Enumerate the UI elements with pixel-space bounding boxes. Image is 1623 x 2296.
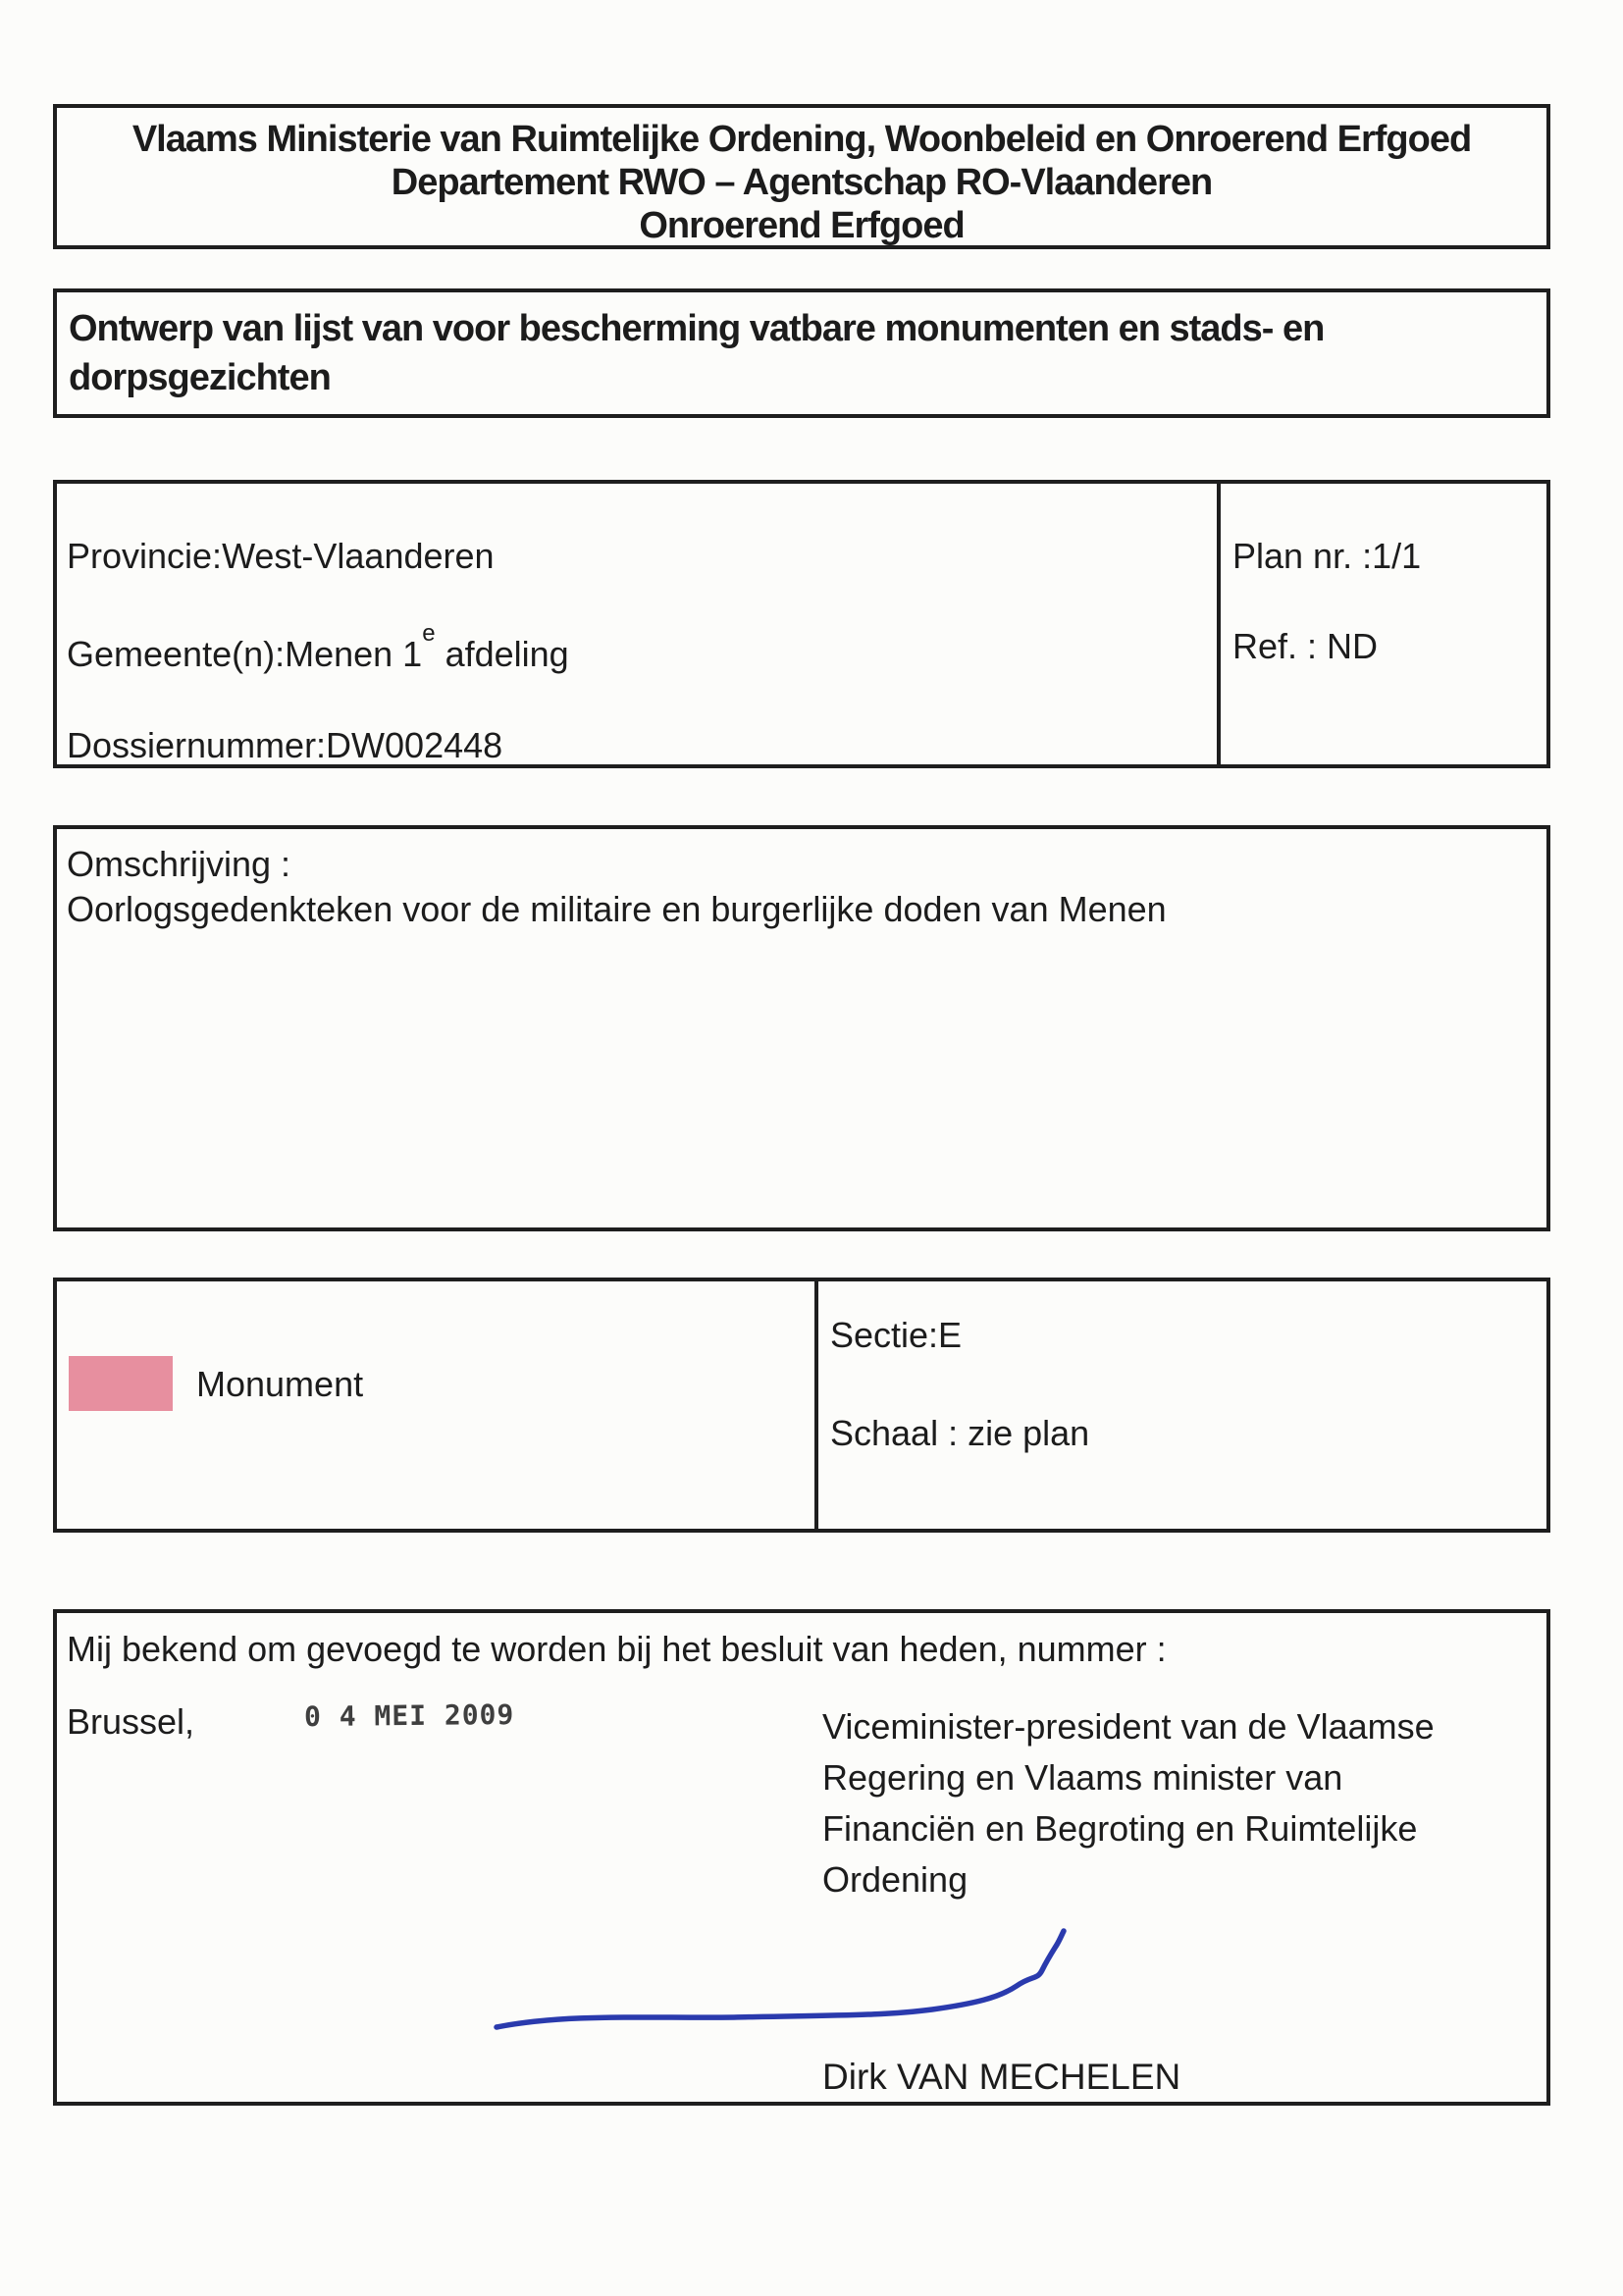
date-stamp: 0 4 MEI 2009 bbox=[303, 1697, 515, 1734]
legend-box bbox=[53, 1278, 1550, 1533]
agency-name: Onroerend Erfgoed bbox=[639, 205, 965, 246]
minister-title-line: Financiën en Begroting en Ruimtelijke bbox=[822, 1808, 1418, 1849]
minister-title-line: Regering en Vlaams minister van bbox=[822, 1757, 1343, 1798]
legend-left-cell bbox=[57, 1281, 814, 1529]
ministry-name: Vlaams Ministerie van Ruimtelijke Ordening, Woonbeleid en Onroerend Erfgoed bbox=[131, 119, 1472, 160]
reference-field: Ref. : ND bbox=[1232, 626, 1379, 666]
section-field: Sectie:E bbox=[830, 1315, 963, 1355]
minister-title-line: Ordening bbox=[822, 1859, 969, 1900]
municipality-field bbox=[67, 620, 1217, 676]
description-label: Omschrijving : bbox=[67, 844, 291, 884]
description-text: Oorlogsgedenkteken voor de militaire en burgerlijke doden van Menen bbox=[67, 889, 1167, 929]
monument-color-swatch bbox=[69, 1356, 173, 1411]
monument-label: Monument bbox=[196, 1364, 364, 1404]
municipality-ordinal-superscript: e bbox=[422, 620, 436, 647]
signer-name: Dirk VAN MECHELEN bbox=[822, 2057, 1181, 2097]
dossier-number-field: Dossiernummer:DW002448 bbox=[67, 725, 503, 765]
file-info-left-cell bbox=[57, 484, 1217, 764]
signature-stroke bbox=[57, 1613, 1546, 2102]
decree-box bbox=[53, 1609, 1550, 2106]
document-title-box bbox=[53, 288, 1550, 418]
document-title-line-1: Ontwerp van lijst van voor bescherming vatbare monumenten en stads- en bbox=[69, 308, 1325, 349]
municipality-text: Gemeente(n):Menen 1 bbox=[67, 634, 423, 674]
province-field: Provincie:West-Vlaanderen bbox=[67, 536, 495, 576]
file-info-box bbox=[53, 480, 1550, 768]
signature-path bbox=[497, 1931, 1064, 2027]
minister-title-line: Viceminister-president van de Vlaamse bbox=[822, 1706, 1435, 1747]
municipality-text-suffix: afdeling bbox=[435, 634, 569, 674]
decree-intro-text: Mij bekend om gevoegd te worden bij het besluit van heden, nummer : bbox=[67, 1629, 1167, 1669]
ministry-header-box bbox=[53, 104, 1550, 249]
place-label: Brussel, bbox=[67, 1701, 195, 1742]
department-name: Departement RWO – Agentschap RO-Vlaanderen bbox=[391, 162, 1213, 203]
scale-field: Schaal : zie plan bbox=[830, 1413, 1090, 1453]
document-title-line-2: dorpsgezichten bbox=[69, 357, 331, 398]
description-box bbox=[53, 825, 1550, 1231]
file-info-right-cell bbox=[1217, 484, 1546, 764]
legend-right-cell bbox=[814, 1281, 1546, 1529]
plan-number-field: Plan nr. :1/1 bbox=[1232, 536, 1422, 576]
